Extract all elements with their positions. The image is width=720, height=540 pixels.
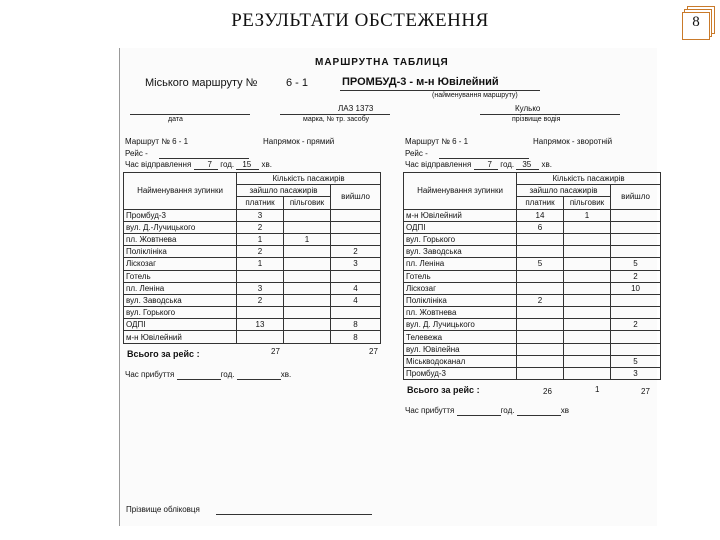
privileged-count: 1 <box>564 209 611 221</box>
paying-count: 2 <box>237 246 284 258</box>
table-row <box>124 319 381 331</box>
stop-name: Промбуд-3 <box>124 209 237 221</box>
date-caption: дата <box>168 116 183 123</box>
trip-total-privileged: 1 <box>595 385 600 395</box>
paying-count <box>237 331 284 343</box>
privileged-count: 1 <box>284 233 331 245</box>
alighted-count: 8 <box>331 331 381 343</box>
alighted-count: 3 <box>611 368 661 380</box>
stop-name: вул. Заводська <box>404 246 517 258</box>
driver-caption: прізвище водія <box>512 116 561 123</box>
route-number: 6 - 1 <box>286 77 309 89</box>
table-row <box>124 258 381 270</box>
privileged-count <box>564 343 611 355</box>
departure-hours: 7 <box>474 160 498 170</box>
arrival-label <box>125 370 291 379</box>
stop-name: Готель <box>404 270 517 282</box>
alighted-count: 4 <box>331 294 381 306</box>
table-row <box>404 307 661 319</box>
paying-count <box>517 270 564 282</box>
direct-stops-table <box>123 172 381 344</box>
paying-count: 3 <box>237 282 284 294</box>
privileged-count <box>284 209 331 221</box>
privileged-count <box>564 294 611 306</box>
trip-total-boarded: 27 <box>271 346 280 356</box>
departure-minutes: 15 <box>236 160 259 170</box>
paying-count <box>517 331 564 343</box>
alighted-count: 5 <box>611 355 661 367</box>
paying-count: 5 <box>517 258 564 270</box>
return-stops-body <box>404 209 661 380</box>
arrival-label <box>405 406 569 415</box>
paying-count <box>517 319 564 331</box>
paying-count: 1 <box>237 258 284 270</box>
table-row <box>404 319 661 331</box>
stop-name: вул. Горького <box>404 233 517 245</box>
table-row <box>404 343 661 355</box>
route-name-caption: (найменування маршруту) <box>432 92 518 99</box>
departure-hours: 7 <box>194 160 218 170</box>
alighted-count <box>611 307 661 319</box>
departure-minutes-unit: хв. <box>541 160 552 169</box>
privileged-count <box>564 331 611 343</box>
privileged-count <box>284 294 331 306</box>
privileged-count <box>284 307 331 319</box>
paying-count <box>517 233 564 245</box>
arrival-text: Час прибуття <box>405 406 455 416</box>
arrival-minutes-unit: хв <box>560 406 569 416</box>
accountant-label: Прізвище обліковця <box>126 505 200 514</box>
stop-name: Ліскозаг <box>124 258 237 270</box>
header-paying: платник <box>517 197 564 209</box>
header-privileged: пільговик <box>564 197 611 209</box>
stop-name: Поліклініка <box>404 294 517 306</box>
table-row <box>404 294 661 306</box>
privileged-count <box>284 270 331 282</box>
table-row <box>124 246 381 258</box>
stop-name: пл. Жовтнева <box>404 307 517 319</box>
trip-total-label: Всього за рейс : <box>127 348 200 359</box>
stop-name: Міськводоканал <box>404 355 517 367</box>
header-alighted: вийшло <box>611 185 661 209</box>
alighted-count <box>331 307 381 319</box>
trip-total-label: Всього за рейс : <box>407 385 480 396</box>
privileged-count <box>564 258 611 270</box>
stop-name: пл. Жовтнева <box>124 233 237 245</box>
alighted-count: 4 <box>331 282 381 294</box>
stop-name: м-н Ювілейний <box>124 331 237 343</box>
stop-name: Ліскозаг <box>404 282 517 294</box>
privileged-count <box>564 233 611 245</box>
privileged-count <box>564 307 611 319</box>
accountant-underline <box>216 514 372 515</box>
privileged-count <box>564 270 611 282</box>
table-row <box>124 221 381 233</box>
trip-label: Рейс - <box>405 149 428 158</box>
trip-underline <box>439 158 529 159</box>
privileged-count <box>564 282 611 294</box>
alighted-count <box>611 246 661 258</box>
stop-name: м-н Ювілейний <box>404 209 517 221</box>
route-table-document <box>119 48 657 526</box>
alighted-count <box>611 209 661 221</box>
table-row <box>404 282 661 294</box>
slide-title: РЕЗУЛЬТАТИ ОБСТЕЖЕННЯ <box>231 10 489 31</box>
paying-count <box>237 307 284 319</box>
departure-label <box>405 160 552 169</box>
stop-name: вул. Д.-Лучицького <box>124 221 237 233</box>
header-stop-name: Найменування зупинки <box>124 173 237 210</box>
table-row <box>124 294 381 306</box>
table-row <box>124 307 381 319</box>
stop-name: вул. Ювілейна <box>404 343 517 355</box>
trip-underline <box>159 158 249 159</box>
arrival-minutes-unit: хв. <box>280 369 292 379</box>
header-passenger-count: Кількість пасажирів <box>237 173 381 185</box>
stop-name: Поліклініка <box>124 246 237 258</box>
stop-name: Готель <box>124 270 237 282</box>
privileged-count <box>284 331 331 343</box>
table-row <box>404 355 661 367</box>
table-row <box>124 233 381 245</box>
stop-name: ОДПІ <box>124 319 237 331</box>
alighted-count <box>611 331 661 343</box>
privileged-count <box>564 221 611 233</box>
trip-label: Рейс - <box>125 149 148 158</box>
header-privileged: пільговик <box>284 197 331 209</box>
privileged-count <box>564 246 611 258</box>
arrival-hours-unit: год. <box>220 369 235 379</box>
trip-total-alighted: 27 <box>641 387 650 397</box>
departure-hours-unit: год. <box>500 160 515 169</box>
bus-caption: марка, № тр. засобу <box>303 116 369 123</box>
paying-count: 1 <box>237 233 284 245</box>
table-row <box>124 331 381 343</box>
bus-underline <box>280 114 390 115</box>
driver-underline <box>480 114 620 115</box>
route-name-underline <box>340 90 540 91</box>
page-number-badge <box>682 6 714 38</box>
header-stop-name: Найменування зупинки <box>404 173 517 210</box>
privileged-count <box>284 319 331 331</box>
date-underline <box>130 114 250 115</box>
direct-route-panel <box>123 132 380 384</box>
privileged-count <box>284 246 331 258</box>
table-row <box>404 270 661 282</box>
stop-name: вул. Горького <box>124 307 237 319</box>
alighted-count: 3 <box>331 258 381 270</box>
paying-count: 6 <box>517 221 564 233</box>
driver-name: Кулько <box>515 104 541 113</box>
paying-count: 13 <box>237 319 284 331</box>
alighted-count: 10 <box>611 282 661 294</box>
privileged-count <box>564 368 611 380</box>
departure-label <box>125 160 272 169</box>
privileged-count <box>284 258 331 270</box>
paying-count: 2 <box>237 294 284 306</box>
alighted-count: 8 <box>331 319 381 331</box>
alighted-count <box>611 294 661 306</box>
stop-name: Телевежа <box>404 331 517 343</box>
stop-name: пл. Леніна <box>124 282 237 294</box>
alighted-count <box>331 209 381 221</box>
paying-count: 14 <box>517 209 564 221</box>
departure-hours-unit: год. <box>220 160 235 169</box>
paying-count <box>517 282 564 294</box>
alighted-count: 5 <box>611 258 661 270</box>
privileged-count <box>564 355 611 367</box>
table-row <box>404 368 661 380</box>
alighted-count: 2 <box>611 319 661 331</box>
alighted-count <box>611 221 661 233</box>
alighted-count <box>611 343 661 355</box>
departure-minutes: 35 <box>516 160 539 170</box>
route-id: Маршрут № 6 - 1 <box>125 137 189 146</box>
table-row <box>404 233 661 245</box>
stop-name: Промбуд-3 <box>404 368 517 380</box>
direct-stops-body <box>124 209 381 343</box>
paying-count <box>237 270 284 282</box>
paying-count <box>517 307 564 319</box>
privileged-count <box>284 221 331 233</box>
paying-count <box>517 368 564 380</box>
paying-count <box>517 343 564 355</box>
route-label: Міського маршруту № <box>145 77 258 89</box>
departure-text: Час відправлення <box>125 160 192 169</box>
return-stops-table <box>403 172 661 380</box>
paying-count: 3 <box>237 209 284 221</box>
stop-name: вул. Д. Лучицького <box>404 319 517 331</box>
route-name: ПРОМБУД-3 - м-н Ювілейний <box>342 76 499 88</box>
table-row <box>404 209 661 221</box>
alighted-count <box>331 221 381 233</box>
header-boarded: зайшло пасажирів <box>237 185 331 197</box>
paying-count: 2 <box>237 221 284 233</box>
alighted-count: 2 <box>331 246 381 258</box>
route-id: Маршрут № 6 - 1 <box>405 137 469 146</box>
privileged-count <box>564 319 611 331</box>
table-row <box>124 270 381 282</box>
arrival-hours-unit: год. <box>500 406 515 416</box>
privileged-count <box>284 282 331 294</box>
document-title: МАРШРУТНА ТАБЛИЦЯ <box>315 57 449 68</box>
header-paying: платник <box>237 197 284 209</box>
paying-count <box>517 246 564 258</box>
departure-minutes-unit: хв. <box>261 160 272 169</box>
table-row <box>404 221 661 233</box>
stop-name: ОДПІ <box>404 221 517 233</box>
trip-total-alighted: 27 <box>369 346 378 356</box>
arrival-text: Час прибуття <box>125 369 175 379</box>
route-direction: Напрямок - прямий <box>263 137 335 146</box>
header-boarded: зайшло пасажирів <box>517 185 611 197</box>
bus-info: ЛАЗ 1373 <box>338 104 374 113</box>
alighted-count <box>331 233 381 245</box>
table-row <box>124 282 381 294</box>
route-direction: Напрямок - зворотній <box>533 137 613 146</box>
stop-name: вул. Заводська <box>124 294 237 306</box>
return-route-panel <box>403 132 660 420</box>
alighted-count: 2 <box>611 270 661 282</box>
paying-count <box>517 355 564 367</box>
table-row <box>404 246 661 258</box>
stop-name: пл. Леніна <box>404 258 517 270</box>
alighted-count <box>331 270 381 282</box>
header-passenger-count: Кількість пасажирів <box>517 173 661 185</box>
header-alighted: вийшло <box>331 185 381 209</box>
alighted-count <box>611 233 661 245</box>
departure-text: Час відправлення <box>405 160 472 169</box>
table-row <box>404 258 661 270</box>
page-number: 8 <box>692 14 700 30</box>
paying-count: 2 <box>517 294 564 306</box>
table-row <box>404 331 661 343</box>
table-row <box>124 209 381 221</box>
trip-total-paying: 26 <box>543 387 552 397</box>
